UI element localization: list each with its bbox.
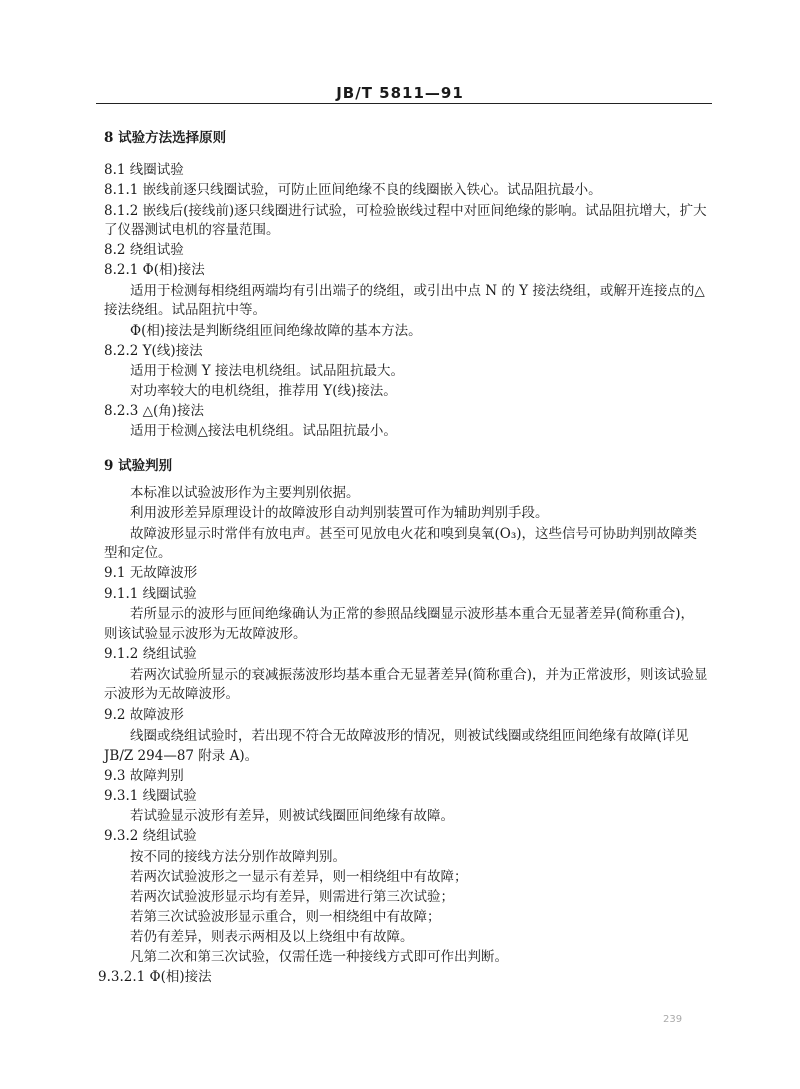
paragraph-text: Φ(相)接法是判断绕组匝间绝缘故障的基本方法。 (130, 323, 422, 339)
clause-heading: 9.1.2 绕组试验 (104, 646, 197, 662)
paragraph-text: 适用于检测每相绕组两端均有引出端子的绕组，或引出中点 N 的 Y 接法绕组，或解开连接点的△ (130, 283, 705, 299)
paragraph-text: 若两次试验波形之一显示有差异，则一相绕组中有故障； (130, 869, 468, 885)
paragraph-text: 适用于检测 Y 接法电机绕组。试品阻抗最大。 (130, 363, 404, 379)
paragraph-text: 若两次试验波形显示均有差异，则需进行第三次试验； (130, 889, 454, 905)
paragraph-text: JB/Z 294—87 附录 A)。 (104, 748, 259, 764)
paragraph-text: 则该试验显示波形为无故障波形。 (104, 626, 307, 642)
document-code: JB/T 5811—91 (336, 84, 464, 102)
subsection-heading: 8.2 绕组试验 (104, 242, 184, 258)
paragraph-text: 接法绕组。试品阻抗中等。 (104, 302, 266, 318)
paragraph-text: 示波形为无故障波形。 (104, 686, 239, 702)
paragraph-text: 若所显示的波形与匝间绝缘确认为正常的参照品线圈显示波形基本重合无显著差异(简称重合)， (130, 606, 695, 622)
section-heading: 8 试验方法选择原则 (104, 130, 227, 146)
subsection-heading: 9.3 故障判别 (104, 768, 184, 784)
paragraph-text: 若仍有差异，则表示两相及以上绕组中有故障。 (130, 929, 414, 945)
clause-text: 了仪器测试电机的容量范围。 (104, 222, 280, 238)
clause-heading: 8.2.3 △(角)接法 (104, 403, 205, 419)
paragraph-text: 若两次试验所显示的衰减振荡波形均基本重合无显著差异(简称重合)，并为正常波形，则该试验显 (130, 667, 708, 683)
paragraph-text: 本标准以试验波形作为主要判别依据。 (130, 485, 360, 501)
paragraph-text: 利用波形差异原理设计的故障波形自动判别装置可作为辅助判别手段。 (130, 505, 549, 521)
paragraph-text: 型和定位。 (104, 545, 172, 561)
subsection-heading: 9.2 故障波形 (104, 707, 184, 723)
paragraph-text: 线圈或绕组试验时，若出现不符合无故障波形的情况，则被试线圈或绕组匝间绝缘有故障(详见 (130, 728, 689, 744)
paragraph-text: 若第三次试验波形显示重合，则一相绕组中有故障； (130, 909, 441, 925)
clause-heading: 9.3.2.1 Φ(相)接法 (98, 969, 212, 985)
clause-text: 8.1.2 嵌线后(接线前)逐只线圈进行试验，可检验嵌线过程中对匝间绝缘的影响。试品阻抗增大，扩大 (104, 203, 707, 219)
page-number: 239 (663, 1014, 683, 1025)
clause-heading: 9.3.2 绕组试验 (104, 828, 197, 844)
clause-heading: 8.2.2 Y(线)接法 (104, 343, 203, 359)
paragraph-text: 适用于检测△接法电机绕组。试品阻抗最小。 (130, 423, 397, 439)
subsection-heading: 9.1 无故障波形 (104, 565, 198, 581)
clause-heading: 9.1.1 线圈试验 (104, 586, 197, 602)
section-heading: 9 试验判别 (104, 458, 173, 474)
subsection-heading: 8.1 线圈试验 (104, 162, 184, 178)
clause-text: 8.1.1 嵌线前逐只线圈试验，可防止匝间绝缘不良的线圈嵌入铁心。试品阻抗最小。 (104, 182, 602, 198)
paragraph-text: 按不同的接线方法分别作故障判别。 (130, 849, 346, 865)
paragraph-text: 故障波形显示时常伴有放电声。甚至可见放电火花和嗅到臭氧(O₃)，这些信号可协助判别故障类 (130, 526, 698, 542)
paragraph-text: 对功率较大的电机绕组，推荐用 Y(线)接法。 (130, 383, 397, 399)
clause-heading: 9.3.1 线圈试验 (104, 788, 197, 804)
clause-heading: 8.2.1 Φ(相)接法 (104, 262, 205, 278)
paragraph-text: 凡第二次和第三次试验，仅需任选一种接线方式即可作出判断。 (130, 949, 508, 965)
paragraph-text: 若试验显示波形有差异，则被试线圈匝间绝缘有故障。 (130, 808, 454, 824)
